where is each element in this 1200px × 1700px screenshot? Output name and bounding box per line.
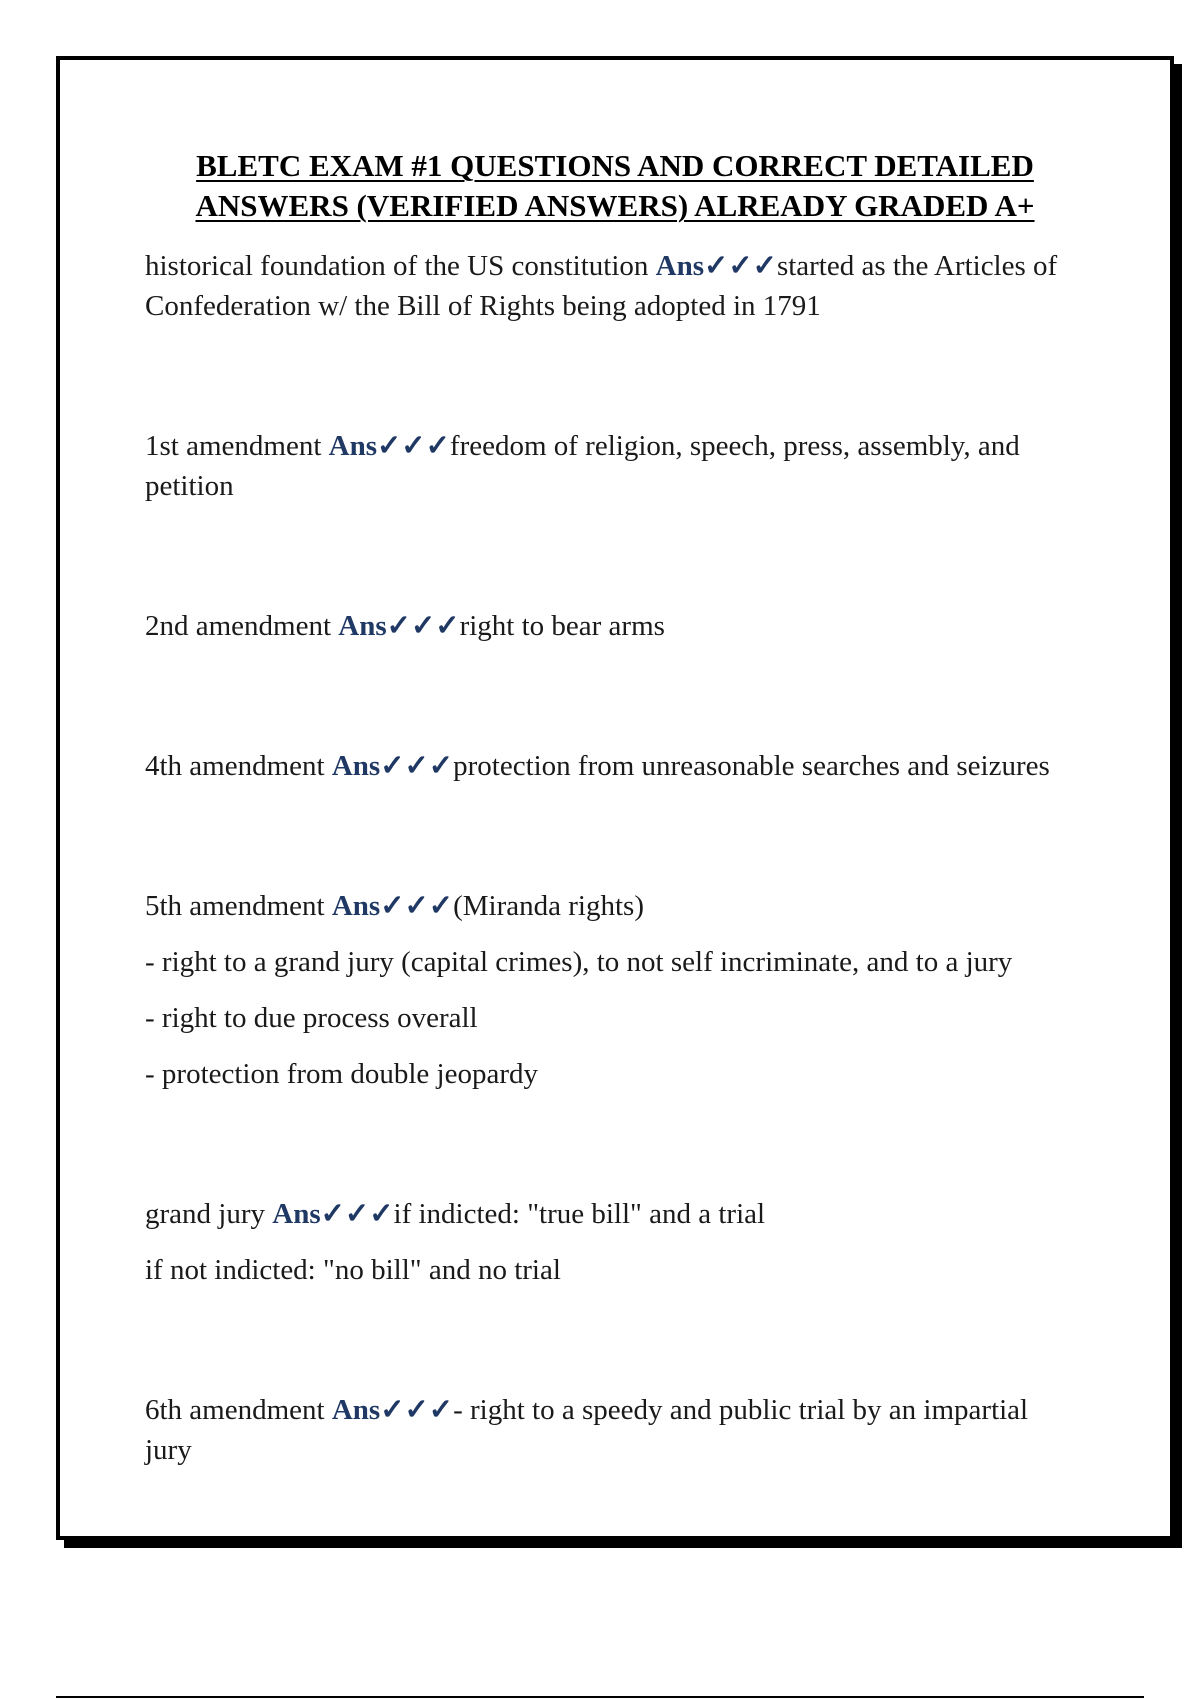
answer-text: - right to a speedy and public trial by an impartial jury	[145, 1394, 1029, 1466]
answer-marker: Ans✓✓✓	[272, 1198, 394, 1230]
answer-marker: Ans✓✓✓	[331, 1394, 454, 1426]
qa-item-1st-amendment	[145, 426, 1075, 506]
answer-text: if indicted: "true bill" and a trial	[393, 1198, 766, 1230]
answer-text: protection from unreasonable searches and seizures	[453, 750, 1050, 782]
qa-item-grand-jury	[145, 1194, 1075, 1290]
answer-marker: Ans✓✓✓	[328, 430, 450, 462]
title-line-1: BLETC EXAM #1 QUESTIONS AND CORRECT DETAILED	[196, 148, 1034, 183]
answer-text: freedom of religion, speech, press, assembly, and petition	[145, 430, 1020, 502]
question-text: grand jury	[145, 1198, 273, 1230]
qa-item-2nd-amendment	[145, 606, 1075, 646]
answer-detail-line: if not indicted: "no bill" and no trial	[145, 1254, 561, 1286]
answer-detail-line: - right to a grand jury (capital crimes), to not self incriminate, and to a jury	[145, 946, 1013, 978]
question-text: 2nd amendment	[145, 610, 339, 642]
answer-text: right to bear arms	[459, 610, 665, 642]
question-text: 5th amendment	[145, 890, 332, 922]
answer-text: (Miranda rights)	[453, 890, 644, 922]
title-line-2: ANSWERS (VERIFIED ANSWERS) ALREADY GRADED A+	[195, 188, 1035, 223]
answer-marker: Ans✓✓✓	[338, 610, 460, 642]
question-text: historical foundation of the US constitution	[145, 250, 656, 282]
question-text: 4th amendment	[145, 750, 332, 782]
qa-item-6th-amendment	[145, 1390, 1075, 1470]
answer-detail-line: - right to due process overall	[145, 1002, 478, 1034]
footer-divider	[56, 1696, 1144, 1698]
qa-item-4th-amendment	[145, 746, 1075, 786]
answer-marker: Ans✓✓✓	[331, 750, 454, 782]
question-text: 1st amendment	[145, 430, 329, 462]
answer-marker: Ans✓✓✓	[331, 890, 454, 922]
qa-item-5th-amendment	[145, 886, 1075, 1094]
qa-item-constitution	[145, 246, 1075, 326]
answer-marker: Ans✓✓✓	[655, 250, 777, 282]
document-title	[60, 146, 1170, 226]
answer-text: started as the Articles of Confederation w/ the Bill of Rights being adopted in 1791	[145, 250, 1058, 322]
answer-detail-line: - protection from double jeopardy	[145, 1058, 538, 1090]
question-text: 6th amendment	[145, 1394, 332, 1426]
qa-list	[145, 246, 1075, 1470]
